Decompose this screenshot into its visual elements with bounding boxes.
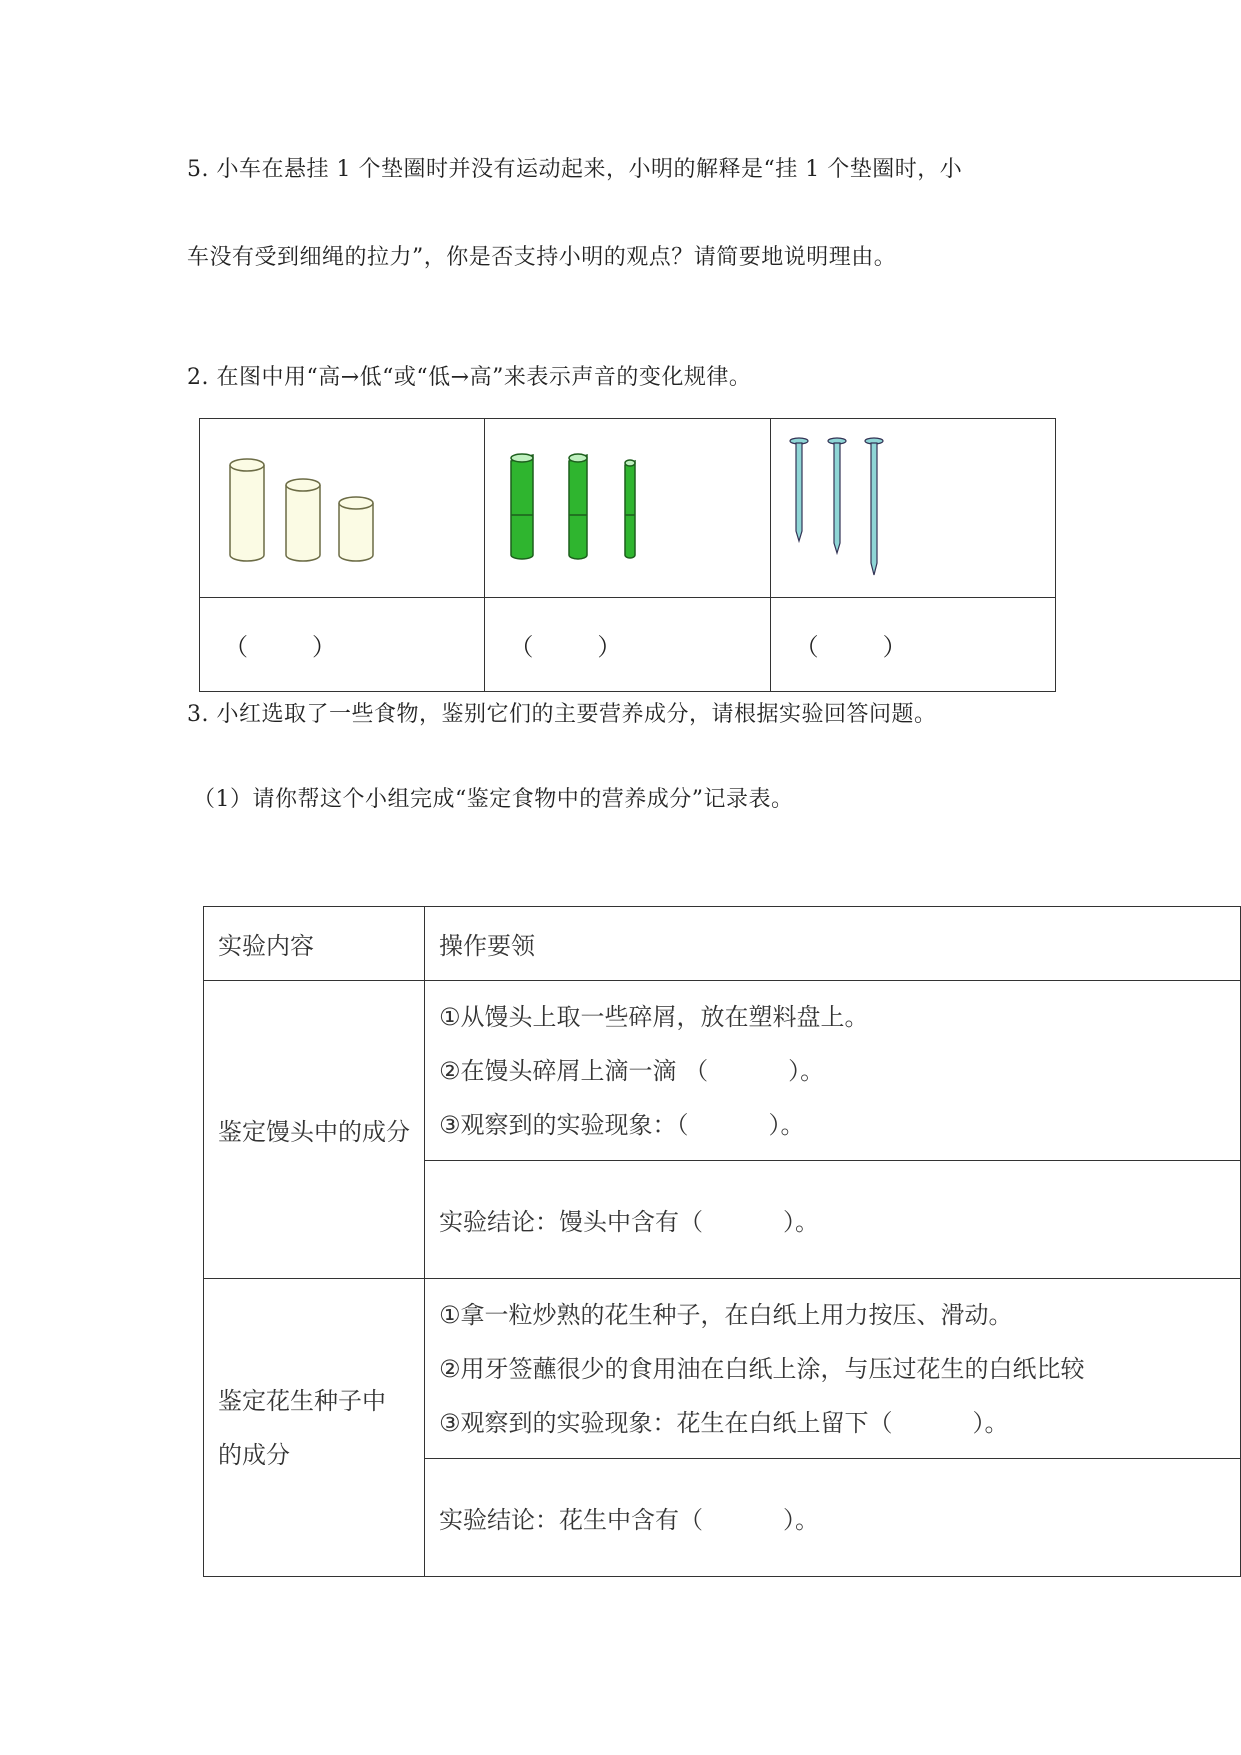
cylinder-cups-cell — [200, 419, 485, 598]
row1-step2[interactable]: ②在馒头碎屑上滴一滴 （ ）。 — [439, 1056, 825, 1085]
row1-step1: ①从馒头上取一些碎屑，放在塑料盘上。 — [439, 1002, 869, 1031]
nails-cell — [770, 419, 1055, 598]
bamboo-tubes-cell — [485, 419, 770, 598]
answer-blank-3[interactable]: （ ） — [770, 598, 1055, 692]
answer-blank-2[interactable]: （ ） — [485, 598, 770, 692]
row1-step3[interactable]: ③观察到的实验现象：（ ）。 — [439, 1110, 805, 1139]
answer-blank-1[interactable]: （ ） — [200, 598, 485, 692]
row2-step1: ①拿一粒炒熟的花生种子，在白纸上用力按压、滑动。 — [439, 1300, 1013, 1329]
row2-label: 鉴定花生种子中 的成分 — [204, 1279, 425, 1577]
row1-steps — [425, 981, 1241, 1161]
q3-sub1: （1）请你帮这个小组完成“鉴定食物中的营养成分”记录表。 — [193, 787, 794, 812]
q5-line-1: 5. 小车在悬挂 1 个垫圈时并没有运动起来，小明的解释是“挂 1 个垫圈时，小 — [187, 157, 963, 182]
steel-nails-icon — [771, 419, 1056, 597]
header-operation: 操作要领 — [425, 907, 1241, 981]
q2-text: 2. 在图中用“高→低“或“低→高”来表示声音的变化规律。 — [187, 365, 752, 390]
green-bamboo-tubes-icon — [485, 419, 770, 597]
nutrition-record-table — [203, 906, 1241, 1577]
q5-line-2: 车没有受到细绳的拉力”，你是否支持小明的观点？请简要地说明理由。 — [187, 245, 897, 270]
row1-label: 鉴定馒头中的成分 — [204, 981, 425, 1279]
row2-step2: ②用牙签蘸很少的食用油在白纸上涂，与压过花生的白纸比较 — [439, 1354, 1085, 1383]
cylinder-cups-icon — [200, 419, 485, 597]
row1-conclusion[interactable]: 实验结论：馒头中含有（ ）。 — [425, 1161, 1241, 1279]
row2-step3[interactable]: ③观察到的实验现象：花生在白纸上留下（ ）。 — [439, 1408, 1009, 1437]
header-experiment: 实验内容 — [204, 907, 425, 981]
row2-steps — [425, 1279, 1241, 1459]
q3-text: 3. 小红选取了一些食物，鉴别它们的主要营养成分，请根据实验回答问题。 — [187, 702, 937, 727]
sound-pattern-table — [199, 418, 1056, 692]
row2-conclusion[interactable]: 实验结论：花生中含有（ ）。 — [425, 1459, 1241, 1577]
